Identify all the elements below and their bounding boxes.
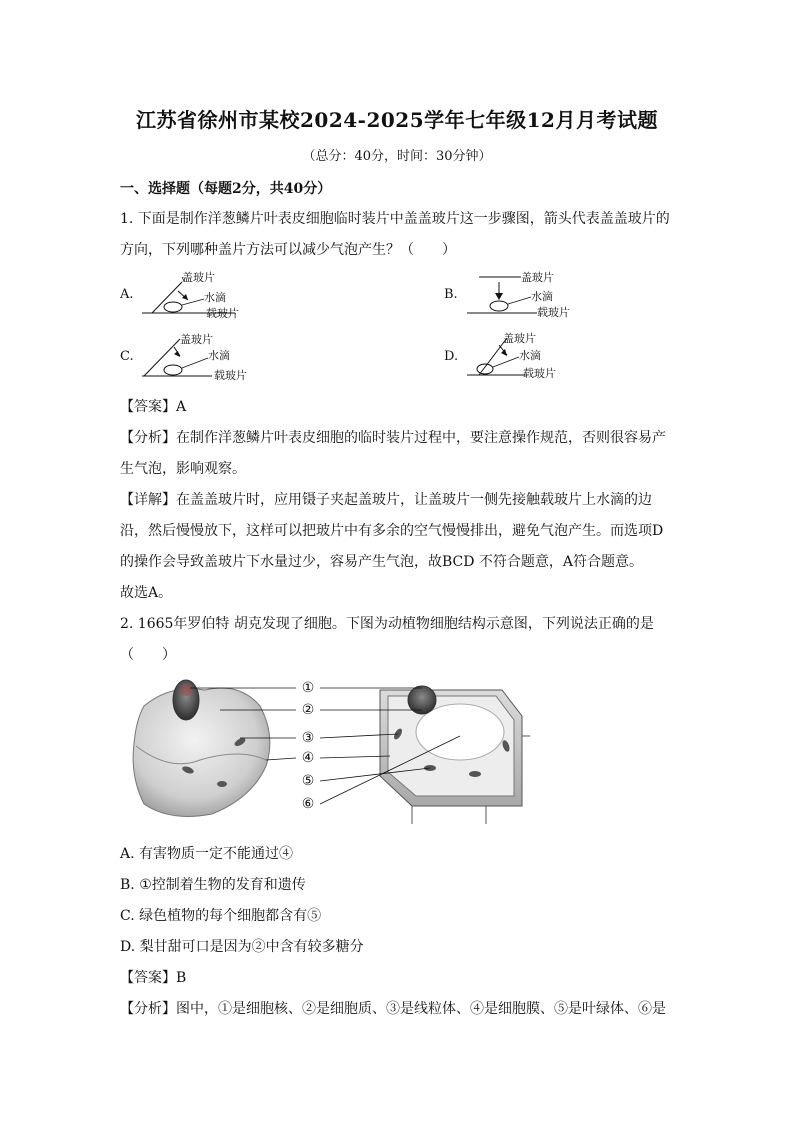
q1-answer: 【答案】A xyxy=(120,399,187,415)
q1-a-slide-label: 载玻片 xyxy=(206,307,239,320)
section-heading: 一、选择题（每题2分，共40分） xyxy=(120,181,332,197)
plant-cell xyxy=(380,686,530,824)
q2-stem-line2: （ ） xyxy=(120,647,176,663)
q1-stem-line2: 方向，下列哪种盖片方法可以减少气泡产生？（ ） xyxy=(120,242,456,258)
q1-d-slide-label: 载玻片 xyxy=(523,367,556,380)
q1-option-b-letter: B. xyxy=(444,287,458,302)
q2-option-c: C. 绿色植物的每个细胞都含有⑤ xyxy=(120,908,322,924)
q2-option-a: A. 有害物质一定不能通过④ xyxy=(120,846,294,862)
q1-b-slide-label: 载玻片 xyxy=(537,306,570,319)
figure-label-1: ① xyxy=(301,680,315,696)
cell-structure-figure xyxy=(130,676,530,826)
page-title: 江苏省徐州市某校2024-2025学年七年级12月月考试题 xyxy=(136,108,658,132)
q1-a-water-label: 水滴 xyxy=(204,291,226,304)
q1-option-d-diagram xyxy=(465,333,605,383)
q1-option-b-diagram xyxy=(465,268,605,318)
q2-answer: 【答案】B xyxy=(120,970,187,986)
q1-c-slide-label: 载玻片 xyxy=(214,369,247,382)
q1-b-cover-label: 盖玻片 xyxy=(521,271,554,284)
q1-option-c-diagram xyxy=(140,334,280,384)
q1-option-a-diagram xyxy=(140,272,270,322)
q1-analysis-line2: 生气泡，影响观察。 xyxy=(120,461,246,477)
q1-detail-line2: 沿，然后慢慢放下，这样可以把玻片中有多余的空气慢慢排出，避免气泡产生。而选项D xyxy=(120,523,664,539)
q1-option-d-letter: D. xyxy=(444,349,459,364)
q1-analysis-line1: 【分析】在制作洋葱鳞片叶表皮细胞的临时装片过程中，要注意操作规范，否则很容易产 xyxy=(120,430,666,446)
q2-stem-line1: 2. 1665年罗伯特 胡克发现了细胞。下图为动植物细胞结构示意图，下列说法正确的是 xyxy=(120,616,654,632)
q1-d-cover-label: 盖玻片 xyxy=(503,332,536,345)
figure-label-6: ⑥ xyxy=(301,796,315,812)
page-subtitle: （总分：40分，时间：30分钟） xyxy=(302,149,492,164)
q1-d-water-label: 水滴 xyxy=(519,349,541,362)
figure-label-2: ② xyxy=(301,702,315,718)
q1-c-cover-label: 盖玻片 xyxy=(180,333,213,346)
figure-label-3: ③ xyxy=(301,730,315,746)
q1-a-cover-label: 盖玻片 xyxy=(182,271,215,284)
animal-cell xyxy=(133,680,270,816)
q1-option-c-letter: C. xyxy=(120,349,134,364)
q1-option-a-letter: A. xyxy=(120,287,134,302)
q1-detail-line1: 【详解】在盖盖玻片时，应用镊子夹起盖玻片，让盖玻片一侧先接触载玻片上水滴的边 xyxy=(120,492,652,508)
figure-label-5: ⑤ xyxy=(301,773,315,789)
q2-option-b: B. ①控制着生物的发育和遗传 xyxy=(120,877,306,893)
q2-option-d: D. 梨甘甜可口是因为②中含有较多糖分 xyxy=(120,939,364,955)
q1-detail-line3: 的操作会导致盖玻片下水量过少，容易产生气泡，故BCD 不符合题意，A符合题意。 xyxy=(120,554,644,570)
q1-stem-line1: 1. 下面是制作洋葱鳞片叶表皮细胞临时装片中盖盖玻片这一步骤图，箭头代表盖盖玻片的 xyxy=(120,211,670,227)
q1-b-water-label: 水滴 xyxy=(531,290,553,303)
figure-label-4: ④ xyxy=(301,750,315,766)
q1-c-water-label: 水滴 xyxy=(208,349,230,362)
q1-conclusion: 故选A。 xyxy=(120,585,173,601)
q2-analysis-line1: 【分析】图中，①是细胞核、②是细胞质、③是线粒体、④是细胞膜、⑤是叶绿体、⑥是 xyxy=(120,1001,666,1017)
